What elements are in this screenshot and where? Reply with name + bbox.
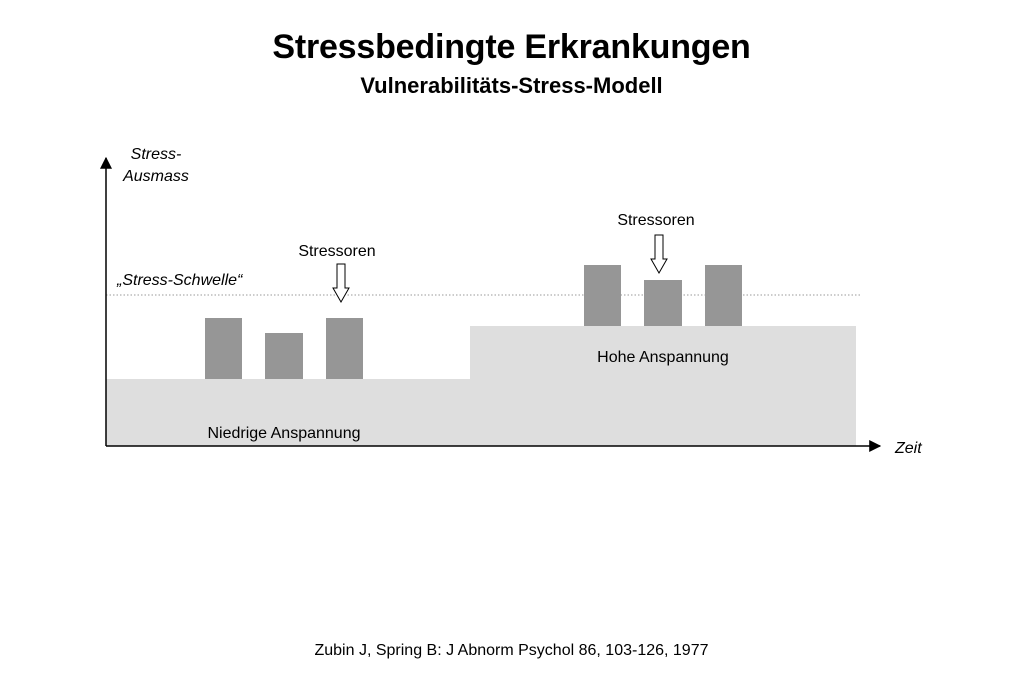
- slide-title: Stressbedingte Erkrankungen: [272, 28, 751, 66]
- threshold-label: „Stress-Schwelle“: [117, 272, 243, 289]
- stressor-bar: [644, 280, 682, 326]
- x-axis-label: Zeit: [895, 440, 922, 457]
- stressor-bar: [265, 333, 303, 379]
- stressor-bar: [584, 265, 621, 326]
- high-tension-region: [470, 326, 856, 446]
- y-axis-label: Ausmass: [123, 168, 189, 185]
- stressor-arrow-icon: [333, 264, 349, 302]
- slide-subtitle: Vulnerabilitäts-Stress-Modell: [360, 73, 663, 98]
- citation: Zubin J, Spring B: J Abnorm Psychol 86, 103-126, 1977: [314, 642, 709, 659]
- stressor-bar: [705, 265, 742, 326]
- low-tension-label: Niedrige Anspannung: [207, 425, 361, 442]
- y-axis-label: Stress-: [130, 146, 182, 163]
- stressor-bar: [205, 318, 242, 379]
- stressor-bar: [326, 318, 363, 379]
- right-stressor-label: Stressoren: [617, 212, 695, 229]
- stressor-arrow-icon: [651, 235, 667, 273]
- left-stressor-label: Stressoren: [298, 243, 376, 260]
- high-tension-label: Hohe Anspannung: [597, 349, 729, 366]
